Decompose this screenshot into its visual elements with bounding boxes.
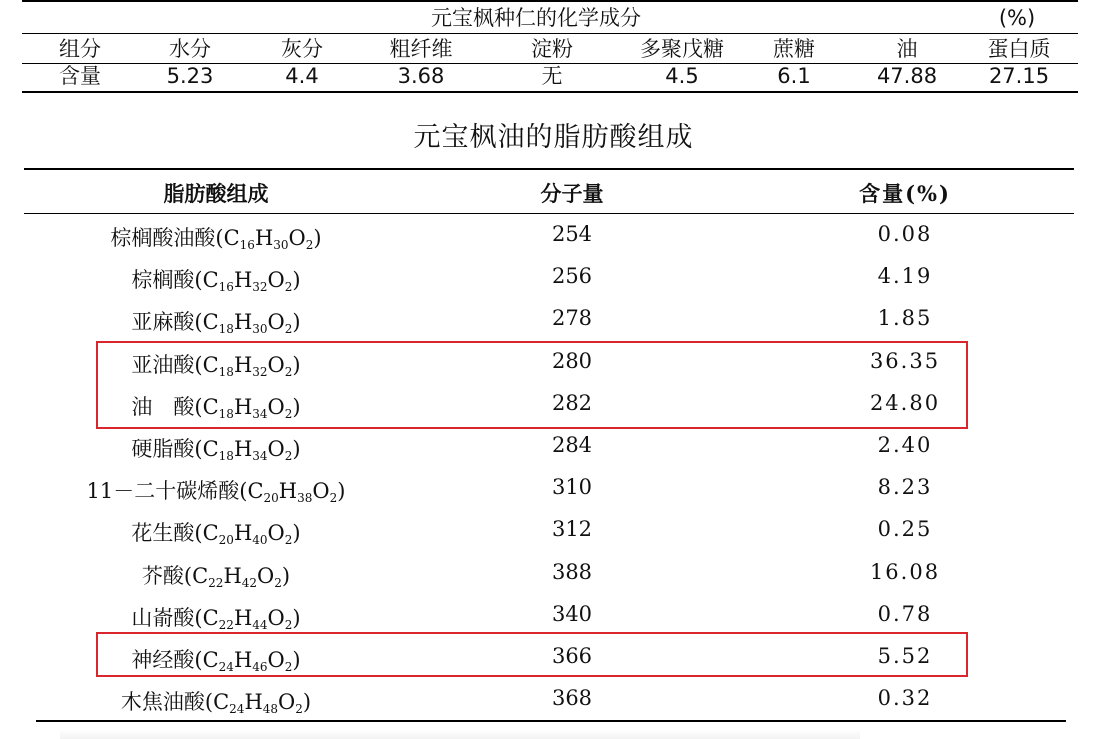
row-name	[131, 306, 300, 336]
row-name	[110, 222, 321, 252]
header-cell: 粗纤维	[389, 37, 453, 61]
composition-table-title: 元宝枫种仁的化学成分	[431, 6, 641, 30]
row-pct: 1.85	[877, 306, 933, 330]
formula: $(C_{20}H_{40}O_2)$	[194, 521, 301, 547]
formula: $(C_{22}H_{44}O_2)$	[194, 606, 301, 632]
bottom-rule	[36, 720, 1066, 722]
row-mw: 368	[551, 686, 593, 710]
acid-name: 棕榈酸油酸	[110, 226, 216, 250]
composition-table-unit: (%)	[998, 6, 1036, 30]
row-mw: 388	[551, 560, 593, 584]
formula: $(C_{18}H_{34}O_2)$	[194, 395, 301, 421]
value-cell: 6.1	[777, 64, 811, 88]
row-name	[121, 686, 311, 716]
value-cell: 无	[541, 64, 563, 88]
row-mw: 256	[551, 264, 593, 288]
row-pct: 4.19	[877, 264, 933, 288]
header-cell: 蛋白质	[987, 37, 1051, 61]
header-cell: 多聚戊糖	[640, 37, 724, 61]
row-pct: 2.40	[877, 433, 933, 457]
row-pct: 0.78	[877, 602, 933, 626]
top-rule	[24, 168, 1074, 170]
header-rule	[24, 213, 1074, 214]
page-edge	[60, 730, 860, 739]
row-mw: 278	[551, 306, 593, 330]
row-mw: 366	[551, 644, 593, 668]
row-pct: 16.08	[869, 560, 941, 584]
value-cell: 4.4	[285, 64, 319, 88]
fatty-acid-table-title: 元宝枫油的脂肪酸组成	[413, 122, 694, 153]
value-cell: 含量	[59, 64, 101, 88]
value-cell: 5.23	[166, 64, 214, 88]
row-pct: 0.25	[877, 517, 933, 541]
acid-name: 山嵛酸	[131, 606, 195, 630]
acid-name: 神经酸	[131, 648, 195, 672]
header-name: 脂肪酸组成	[163, 181, 269, 206]
formula: $(C_{18}H_{32}O_2)$	[194, 353, 301, 379]
row-pct: 5.52	[877, 644, 933, 668]
acid-name: 油 酸	[131, 395, 195, 419]
acid-name: 花生酸	[131, 521, 195, 545]
value-cell: 3.68	[397, 64, 445, 88]
acid-name: 11－二十碳烯酸	[86, 479, 240, 503]
header-cell: 蔗糖	[773, 37, 815, 61]
row-name	[131, 602, 300, 632]
row-name	[131, 264, 300, 294]
row-pct: 36.35	[869, 349, 941, 373]
highlight-box	[96, 341, 968, 429]
row-name	[131, 433, 300, 463]
row-pct: 0.08	[877, 222, 933, 246]
formula: $(C_{16}H_{30}O_2)$	[215, 226, 322, 252]
row-mw: 282	[551, 391, 593, 415]
row-pct: 24.80	[869, 391, 941, 415]
formula: $(C_{18}H_{34}O_2)$	[194, 437, 301, 463]
value-cell: 4.5	[665, 64, 699, 88]
formula: $(C_{22}H_{42}O_2)$	[183, 564, 291, 590]
value-cell: 47.88	[876, 64, 938, 88]
row-mw: 310	[551, 475, 593, 499]
row-mw: 284	[551, 433, 593, 457]
row-pct: 0.32	[877, 686, 933, 710]
acid-name: 芥酸	[141, 564, 184, 588]
formula: $(C_{24}H_{46}O_2)$	[194, 648, 301, 674]
row-mw: 254	[551, 222, 593, 246]
row-pct: 8.23	[877, 475, 933, 499]
header-cell: 水分	[169, 37, 211, 61]
header-cell: 油	[896, 37, 918, 61]
header-cell: 组分	[59, 37, 101, 61]
row-mw: 312	[551, 517, 593, 541]
header-mw: 分子量	[540, 181, 604, 206]
value-cell: 27.15	[988, 64, 1050, 88]
row-mw: 280	[551, 349, 593, 373]
header-pct: 含量(%)	[859, 181, 951, 206]
formula: $(C_{20}H_{38}O_2)$	[239, 479, 346, 505]
formula: $(C_{18}H_{30}O_2)$	[194, 310, 301, 336]
acid-name: 亚油酸	[131, 353, 195, 377]
row-name	[142, 560, 290, 590]
row-name	[131, 517, 300, 547]
formula: $(C_{16}H_{32}O_2)$	[194, 268, 301, 294]
header-cell: 灰分	[281, 37, 323, 61]
acid-name: 硬脂酸	[131, 437, 195, 461]
highlight-box	[96, 632, 968, 677]
acid-name: 木焦油酸	[120, 690, 205, 714]
header-cell: 淀粉	[531, 37, 573, 61]
acid-name: 亚麻酸	[131, 310, 195, 334]
row-mw: 340	[551, 602, 593, 626]
acid-name: 棕榈酸	[131, 268, 195, 292]
row-name	[87, 475, 346, 505]
formula: $(C_{24}H_{48}O_2)$	[204, 690, 312, 716]
